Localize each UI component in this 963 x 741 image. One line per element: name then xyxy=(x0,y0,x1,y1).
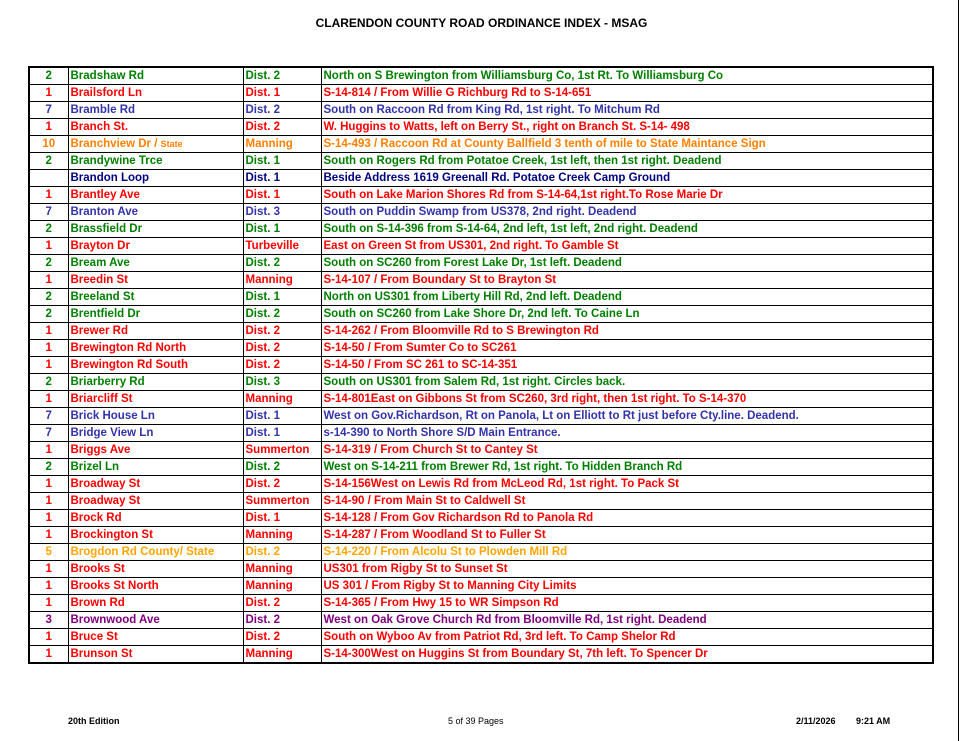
district-cell: Manning xyxy=(243,561,321,578)
directions-cell: Beside Address 1619 Greenall Rd. Potatoe Creek Camp Ground xyxy=(321,170,933,187)
road-name-cell xyxy=(68,442,243,459)
directions-cell: North on S Brewington from Williamsburg Co, 1st Rt. To Williamsburg Co xyxy=(321,67,933,85)
road-name-cell xyxy=(68,187,243,204)
directions-cell: S-14-50 / From SC 261 to SC-14-351 xyxy=(321,357,933,374)
district-cell: Dist. 1 xyxy=(243,153,321,170)
road-name: Broadway St xyxy=(70,478,141,490)
directions-cell: S-14-156West on Lewis Rd from McLeod Rd, 1st right. To Pack St xyxy=(321,476,933,493)
road-name-cell xyxy=(68,425,243,442)
row-number: 1 xyxy=(29,85,68,102)
row-number: 7 xyxy=(29,204,68,221)
row-number: 1 xyxy=(29,391,68,408)
row-number: 2 xyxy=(29,255,68,272)
row-number: 1 xyxy=(29,578,68,595)
row-number: 1 xyxy=(29,357,68,374)
road-name: Broadway St xyxy=(70,495,141,507)
row-number: 7 xyxy=(29,425,68,442)
district-cell: Manning xyxy=(243,646,321,664)
row-number: 1 xyxy=(29,238,68,255)
district-cell: Manning xyxy=(243,136,321,153)
directions-cell: South on SC260 from Forest Lake Dr, 1st left. Deadend xyxy=(321,255,933,272)
row-number: 2 xyxy=(29,153,68,170)
directions-cell: US301 from Rigby St to Sunset St xyxy=(321,561,933,578)
road-name-cell xyxy=(68,238,243,255)
road-name-cell xyxy=(68,221,243,238)
road-name: Bradshaw Rd xyxy=(70,70,144,82)
road-name-cell xyxy=(68,476,243,493)
road-name-cell xyxy=(68,136,243,153)
row-number: 1 xyxy=(29,340,68,357)
table-row xyxy=(29,136,933,153)
directions-cell: South on US301 from Salem Rd, 1st right. Circles back. xyxy=(321,374,933,391)
district-cell: Dist. 2 xyxy=(243,612,321,629)
road-name-cell xyxy=(68,646,243,664)
row-number: 1 xyxy=(29,595,68,612)
road-name-cell xyxy=(68,255,243,272)
district-cell: Dist. 2 xyxy=(243,102,321,119)
district-cell: Dist. 2 xyxy=(243,544,321,561)
directions-cell: S-14-50 / From Sumter Co to SC261 xyxy=(321,340,933,357)
table-row xyxy=(29,170,933,187)
road-name-cell xyxy=(68,629,243,646)
row-number: 2 xyxy=(29,459,68,476)
row-number: 7 xyxy=(29,102,68,119)
directions-cell: S-14-128 / From Gov Richardson Rd to Panola Rd xyxy=(321,510,933,527)
road-name: Bruce St xyxy=(70,631,118,643)
directions-cell: S-14-300West on Huggins St from Boundary St, 7th left. To Spencer Dr xyxy=(321,646,933,664)
road-index-table xyxy=(28,66,934,664)
row-number: 1 xyxy=(29,527,68,544)
row-number: 1 xyxy=(29,510,68,527)
road-name: Brunson St xyxy=(70,648,133,660)
road-name: Briarcliff St xyxy=(70,393,133,405)
road-name: Brooks St North xyxy=(70,580,159,592)
page-edge-line xyxy=(958,0,959,741)
road-name-cell xyxy=(68,374,243,391)
directions-cell: South on S-14-396 from S-14-64, 2nd left, 1st left, 2nd right. Deadend xyxy=(321,221,933,238)
road-name-cell xyxy=(68,85,243,102)
road-name-cell xyxy=(68,289,243,306)
road-name: Breeland St xyxy=(70,291,135,303)
road-index-body xyxy=(29,67,933,663)
district-cell: Dist. 2 xyxy=(243,459,321,476)
directions-cell: West on Gov.Richardson, Rt on Panola, Lt on Elliott to Rt just before Cty.line. Deadend. xyxy=(321,408,933,425)
district-cell: Dist. 2 xyxy=(243,476,321,493)
table-row xyxy=(29,119,933,136)
table-row xyxy=(29,238,933,255)
row-number: 2 xyxy=(29,289,68,306)
road-name: Brick House Ln xyxy=(70,410,155,422)
table-row xyxy=(29,442,933,459)
road-name: Briggs Ave xyxy=(70,444,131,456)
road-name: Brooks St xyxy=(70,563,125,575)
district-cell: Summerton xyxy=(243,442,321,459)
table-row xyxy=(29,510,933,527)
table-row xyxy=(29,476,933,493)
table-row xyxy=(29,187,933,204)
road-name-cell xyxy=(68,323,243,340)
road-name: Branchview Dr / xyxy=(70,138,158,150)
road-name-cell xyxy=(68,578,243,595)
edition-label: 20th Edition xyxy=(68,716,120,726)
road-name-cell xyxy=(68,170,243,187)
road-name: Brailsford Ln xyxy=(70,87,143,99)
road-name-cell xyxy=(68,459,243,476)
district-cell: Dist. 2 xyxy=(243,340,321,357)
road-name: Bridge View Ln xyxy=(70,427,154,439)
table-row xyxy=(29,272,933,289)
district-cell: Dist. 1 xyxy=(243,170,321,187)
district-cell: Manning xyxy=(243,527,321,544)
table-row xyxy=(29,357,933,374)
table-row xyxy=(29,391,933,408)
road-name-cell xyxy=(68,67,243,85)
row-number: 1 xyxy=(29,561,68,578)
row-number: 1 xyxy=(29,493,68,510)
directions-cell: East on Green St from US301, 2nd right. To Gamble St xyxy=(321,238,933,255)
directions-cell: South on Puddin Swamp from US378, 2nd right. Deadend xyxy=(321,204,933,221)
row-number: 2 xyxy=(29,221,68,238)
district-cell: Turbeville xyxy=(243,238,321,255)
row-number: 2 xyxy=(29,306,68,323)
table-row xyxy=(29,306,933,323)
road-name: Brock Rd xyxy=(70,512,122,524)
district-cell: Dist. 1 xyxy=(243,187,321,204)
page-title: CLARENDON COUNTY ROAD ORDINANCE INDEX - MSAG xyxy=(315,16,648,30)
road-name: Brandon Loop xyxy=(70,172,150,184)
row-number: 1 xyxy=(29,442,68,459)
road-name: Brentfield Dr xyxy=(70,308,141,320)
road-name: Brassfield Dr xyxy=(70,223,143,235)
road-name-note: State xyxy=(160,139,183,149)
road-name: Bream Ave xyxy=(70,257,130,269)
district-cell: Dist. 2 xyxy=(243,595,321,612)
row-number: 1 xyxy=(29,323,68,340)
table-row xyxy=(29,527,933,544)
table-row xyxy=(29,102,933,119)
road-name: Brayton Dr xyxy=(70,240,130,252)
table-row xyxy=(29,425,933,442)
table-row xyxy=(29,408,933,425)
row-number: 1 xyxy=(29,119,68,136)
table-row xyxy=(29,493,933,510)
road-name-cell xyxy=(68,391,243,408)
road-name-cell xyxy=(68,102,243,119)
directions-cell: S-14-287 / From Woodland St to Fuller St xyxy=(321,527,933,544)
table-row xyxy=(29,340,933,357)
road-name: Bramble Rd xyxy=(70,104,136,116)
road-name: Brockington St xyxy=(70,529,153,541)
district-cell: Dist. 2 xyxy=(243,306,321,323)
table-row xyxy=(29,85,933,102)
district-cell: Manning xyxy=(243,578,321,595)
directions-cell: West on Oak Grove Church Rd from Bloomville Rd, 1st right. Deadend xyxy=(321,612,933,629)
table-row xyxy=(29,629,933,646)
directions-cell: South on Rogers Rd from Potatoe Creek, 1st left, then 1st right. Deadend xyxy=(321,153,933,170)
row-number: 2 xyxy=(29,67,68,85)
road-name: Brown Rd xyxy=(70,597,125,609)
directions-cell: S-14-493 / Raccoon Rd at County Ballfield 3 tenth of mile to State Maintance Sign xyxy=(321,136,933,153)
road-name: Breedin St xyxy=(70,274,129,286)
road-name-cell xyxy=(68,527,243,544)
road-name-cell xyxy=(68,204,243,221)
road-name: Brewington Rd South xyxy=(70,359,189,371)
district-cell: Dist. 2 xyxy=(243,119,321,136)
road-name: Brantley Ave xyxy=(70,189,140,201)
road-name: Briarberry Rd xyxy=(70,376,145,388)
road-name: Branch St. xyxy=(70,121,129,133)
directions-cell: North on US301 from Liberty Hill Rd, 2nd left. Deadend xyxy=(321,289,933,306)
table-row xyxy=(29,221,933,238)
road-name: Branton Ave xyxy=(70,206,139,218)
district-cell: Dist. 1 xyxy=(243,408,321,425)
district-cell: Dist. 2 xyxy=(243,255,321,272)
road-name-cell xyxy=(68,119,243,136)
print-date: 2/11/2026 xyxy=(796,716,836,726)
row-number: 1 xyxy=(29,646,68,664)
district-cell: Dist. 1 xyxy=(243,221,321,238)
district-cell: Dist. 2 xyxy=(243,357,321,374)
directions-cell: S-14-319 / From Church St to Cantey St xyxy=(321,442,933,459)
district-cell: Dist. 1 xyxy=(243,425,321,442)
road-name-cell xyxy=(68,561,243,578)
district-cell: Dist. 2 xyxy=(243,323,321,340)
table-row xyxy=(29,153,933,170)
directions-cell: S-14-814 / From Willie G Richburg Rd to S-14-651 xyxy=(321,85,933,102)
row-number: 10 xyxy=(29,136,68,153)
directions-cell: S-14-220 / From Alcolu St to Plowden Mill Rd xyxy=(321,544,933,561)
district-cell: Manning xyxy=(243,391,321,408)
road-name-cell xyxy=(68,272,243,289)
row-number: 1 xyxy=(29,272,68,289)
table-row xyxy=(29,544,933,561)
row-number: 2 xyxy=(29,374,68,391)
directions-cell: South on Lake Marion Shores Rd from S-14-64,1st right.To Rose Marie Dr xyxy=(321,187,933,204)
road-name: Brandywine Trce xyxy=(70,155,163,167)
road-name-cell xyxy=(68,595,243,612)
table-row xyxy=(29,595,933,612)
road-name-cell xyxy=(68,306,243,323)
table-row xyxy=(29,578,933,595)
row-number: 3 xyxy=(29,612,68,629)
district-cell: Dist. 1 xyxy=(243,510,321,527)
row-number: 1 xyxy=(29,476,68,493)
road-name-cell xyxy=(68,357,243,374)
directions-cell: s-14-390 to North Shore S/D Main Entrance. xyxy=(321,425,933,442)
table-row xyxy=(29,459,933,476)
table-row xyxy=(29,561,933,578)
district-cell: Dist. 1 xyxy=(243,289,321,306)
road-name-cell xyxy=(68,153,243,170)
directions-cell: W. Huggins to Watts, left on Berry St., right on Branch St. S-14- 498 xyxy=(321,119,933,136)
directions-cell: West on S-14-211 from Brewer Rd, 1st right. To Hidden Branch Rd xyxy=(321,459,933,476)
directions-cell: S-14-107 / From Boundary St to Brayton St xyxy=(321,272,933,289)
district-cell: Dist. 2 xyxy=(243,67,321,85)
road-name-cell xyxy=(68,493,243,510)
road-name-cell xyxy=(68,340,243,357)
directions-cell: South on Raccoon Rd from King Rd, 1st right. To Mitchum Rd xyxy=(321,102,933,119)
directions-cell: S-14-262 / From Bloomville Rd to S Brewington Rd xyxy=(321,323,933,340)
directions-cell: South on Wyboo Av from Patriot Rd, 3rd left. To Camp Shelor Rd xyxy=(321,629,933,646)
row-number: 1 xyxy=(29,629,68,646)
district-cell: Dist. 3 xyxy=(243,204,321,221)
table-row xyxy=(29,323,933,340)
road-name-cell xyxy=(68,544,243,561)
page-count: 5 of 39 Pages xyxy=(448,716,504,726)
directions-cell: S-14-801East on Gibbons St from SC260, 3rd right, then 1st right. To S-14-370 xyxy=(321,391,933,408)
road-name: Brogdon Rd County/ State xyxy=(70,546,215,558)
table-row xyxy=(29,204,933,221)
directions-cell: S-14-365 / From Hwy 15 to WR Simpson Rd xyxy=(321,595,933,612)
table-row xyxy=(29,67,933,85)
row-number: 7 xyxy=(29,408,68,425)
district-cell: Dist. 2 xyxy=(243,629,321,646)
directions-cell: South on SC260 from Lake Shore Dr, 2nd left. To Caine Ln xyxy=(321,306,933,323)
road-name-cell xyxy=(68,510,243,527)
road-name-cell xyxy=(68,612,243,629)
district-cell: Dist. 3 xyxy=(243,374,321,391)
road-name: Brownwood Ave xyxy=(70,614,160,626)
road-name: Brizel Ln xyxy=(70,461,120,473)
road-name-cell xyxy=(68,408,243,425)
table-row xyxy=(29,374,933,391)
road-name: Brewer Rd xyxy=(70,325,129,337)
row-number: 5 xyxy=(29,544,68,561)
row-number xyxy=(29,170,68,187)
road-name: Brewington Rd North xyxy=(70,342,187,354)
district-cell: Dist. 1 xyxy=(243,85,321,102)
print-time: 9:21 AM xyxy=(856,716,891,726)
table-row xyxy=(29,289,933,306)
directions-cell: US 301 / From Rigby St to Manning City Limits xyxy=(321,578,933,595)
directions-cell: S-14-90 / From Main St to Caldwell St xyxy=(321,493,933,510)
table-row xyxy=(29,646,933,664)
district-cell: Summerton xyxy=(243,493,321,510)
row-number: 1 xyxy=(29,187,68,204)
table-row xyxy=(29,255,933,272)
district-cell: Manning xyxy=(243,272,321,289)
table-row xyxy=(29,612,933,629)
